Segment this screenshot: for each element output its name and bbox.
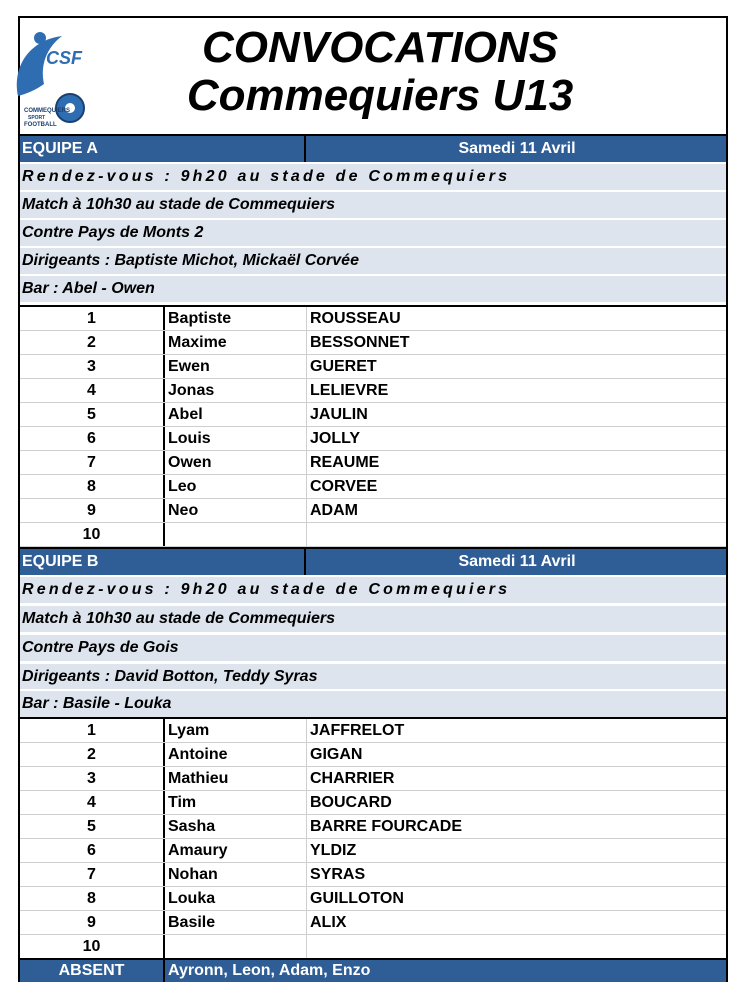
rendezvous-info: Rendez-vous : 9h20 au stade de Commequiers [20, 575, 726, 603]
player-last-name: SYRAS [306, 863, 726, 886]
team-header [20, 134, 726, 162]
absent-row [20, 958, 726, 982]
player-number: 1 [87, 722, 96, 739]
table-row [20, 499, 726, 523]
logo-line1: COMMEQUIERS [24, 108, 71, 114]
table-row [20, 911, 726, 935]
player-first-name: Sasha [163, 815, 306, 838]
player-last-name: REAUME [306, 451, 726, 474]
table-row [20, 451, 726, 475]
table-row [20, 815, 726, 839]
player-number: 10 [82, 526, 101, 543]
table-row [20, 935, 726, 959]
table-row [20, 331, 726, 355]
convocation-sheet [18, 16, 728, 982]
player-number: 3 [87, 358, 96, 375]
player-first-name [163, 523, 306, 546]
player-last-name: CHARRIER [306, 767, 726, 790]
player-last-name: ROUSSEAU [306, 307, 726, 330]
player-number: 6 [87, 842, 96, 859]
absent-names: Ayronn, Leon, Adam, Enzo [163, 960, 726, 982]
player-number: 9 [87, 914, 96, 931]
player-first-name: Tim [163, 791, 306, 814]
table-row [20, 379, 726, 403]
logo-line3: FOOTBALL [24, 122, 57, 128]
table-row [20, 427, 726, 451]
player-last-name: JAFFRELOT [306, 719, 726, 742]
table-row [20, 523, 726, 547]
player-first-name: Baptiste [163, 307, 306, 330]
player-last-name: JOLLY [306, 427, 726, 450]
player-number: 5 [87, 406, 96, 423]
table-row [20, 475, 726, 499]
player-first-name: Abel [163, 403, 306, 426]
player-first-name: Neo [163, 499, 306, 522]
dirigeants-info: Dirigeants : Baptiste Michot, Mickaël Corvée [20, 246, 726, 274]
bar-info: Bar : Abel - Owen [20, 274, 726, 302]
players-table-b [20, 717, 726, 959]
table-row [20, 839, 726, 863]
player-first-name: Louis [163, 427, 306, 450]
player-last-name [306, 523, 726, 546]
player-last-name: JAULIN [306, 403, 726, 426]
player-number: 7 [87, 866, 96, 883]
table-row [20, 743, 726, 767]
player-first-name [163, 935, 306, 958]
player-last-name: BOUCARD [306, 791, 726, 814]
player-first-name: Mathieu [163, 767, 306, 790]
table-row [20, 719, 726, 743]
player-number: 3 [87, 770, 96, 787]
player-first-name: Ewen [163, 355, 306, 378]
page-title: CONVOCATIONS [201, 23, 559, 72]
absent-label: ABSENT [58, 962, 125, 979]
player-first-name: Leo [163, 475, 306, 498]
player-number: 1 [87, 310, 96, 327]
player-last-name: GUERET [306, 355, 726, 378]
table-row [20, 403, 726, 427]
player-number: 2 [87, 746, 96, 763]
logo-abbr: CSF [46, 48, 82, 68]
dirigeants-info: Dirigeants : David Botton, Teddy Syras [20, 662, 726, 690]
opponent-info: Contre Pays de Monts 2 [20, 218, 726, 246]
player-number: 4 [87, 794, 96, 811]
rendezvous-info: Rendez-vous : 9h20 au stade de Commequiers [20, 162, 726, 190]
player-first-name: Louka [163, 887, 306, 910]
club-logo [10, 26, 92, 130]
player-number: 10 [82, 938, 101, 955]
player-number: 2 [87, 334, 96, 351]
table-row [20, 307, 726, 331]
player-number: 4 [87, 382, 96, 399]
player-number: 8 [87, 890, 96, 907]
match-date: Samedi 11 Avril [458, 553, 576, 570]
player-first-name: Basile [163, 911, 306, 934]
players-table-a [20, 305, 726, 547]
player-first-name: Amaury [163, 839, 306, 862]
player-first-name: Maxime [163, 331, 306, 354]
player-first-name: Owen [163, 451, 306, 474]
player-last-name: CORVEE [306, 475, 726, 498]
player-number: 6 [87, 430, 96, 447]
player-last-name [306, 935, 726, 958]
player-last-name: GIGAN [306, 743, 726, 766]
player-last-name: GUILLOTON [306, 887, 726, 910]
logo-line2: SPORT [28, 115, 46, 121]
player-number: 7 [87, 454, 96, 471]
player-first-name: Antoine [163, 743, 306, 766]
player-last-name: YLDIZ [306, 839, 726, 862]
player-last-name: LELIEVRE [306, 379, 726, 402]
table-row [20, 863, 726, 887]
page-subtitle: Commequiers U13 [186, 71, 574, 120]
team-header [20, 547, 726, 575]
table-row [20, 791, 726, 815]
player-number: 8 [87, 478, 96, 495]
player-number: 5 [87, 818, 96, 835]
player-first-name: Jonas [163, 379, 306, 402]
opponent-info: Contre Pays de Gois [20, 633, 726, 661]
player-first-name: Lyam [163, 719, 306, 742]
table-row [20, 887, 726, 911]
player-first-name: Nohan [163, 863, 306, 886]
player-last-name: BARRE FOURCADE [306, 815, 726, 838]
table-row [20, 355, 726, 379]
match-info: Match à 10h30 au stade de Commequiers [20, 190, 726, 218]
player-number: 9 [87, 502, 96, 519]
player-last-name: ADAM [306, 499, 726, 522]
bar-info: Bar : Basile - Louka [20, 689, 726, 717]
player-last-name: ALIX [306, 911, 726, 934]
team-name: EQUIPE B [20, 549, 306, 575]
match-info: Match à 10h30 au stade de Commequiers [20, 604, 726, 632]
team-name: EQUIPE A [20, 136, 306, 162]
header [20, 16, 726, 134]
match-date: Samedi 11 Avril [458, 140, 576, 157]
table-row [20, 767, 726, 791]
player-last-name: BESSONNET [306, 331, 726, 354]
